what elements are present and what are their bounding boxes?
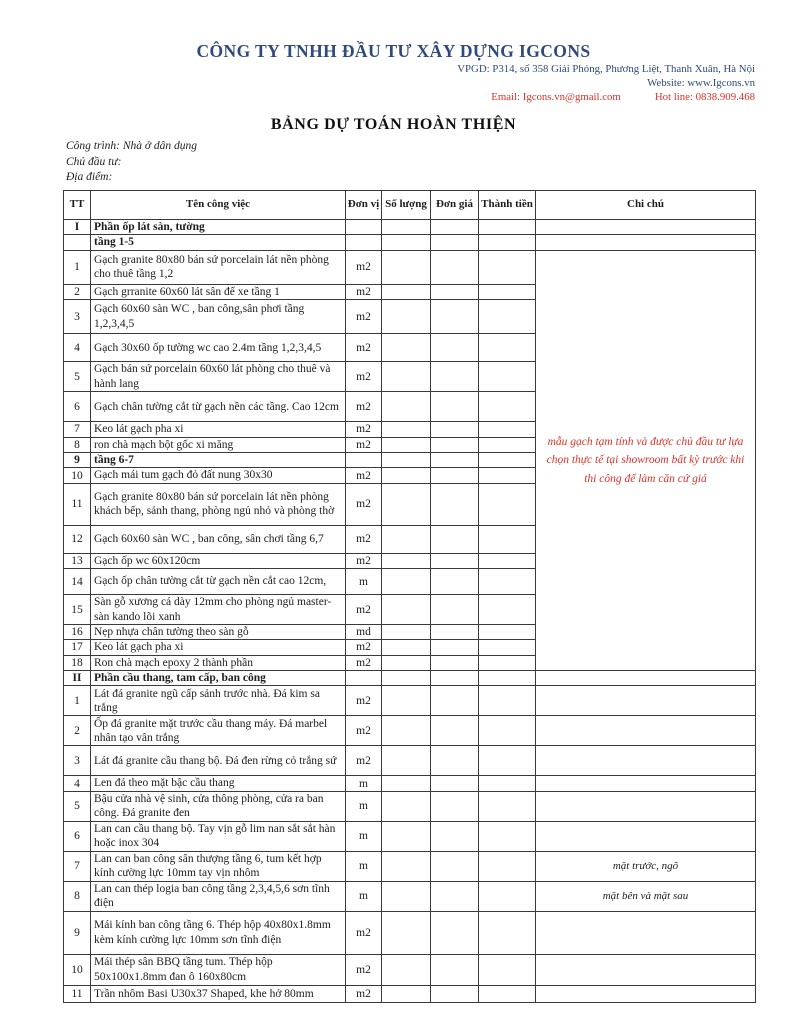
- table-row: [64, 791, 756, 821]
- row-index-cell: 10: [64, 954, 91, 985]
- quantity-cell: [382, 334, 431, 362]
- quantity-cell: [382, 985, 431, 1002]
- unit-price-cell: [431, 624, 479, 639]
- col-header-tt: TT: [64, 190, 91, 219]
- amount-cell: [479, 686, 536, 716]
- unit-price-cell: [431, 851, 479, 881]
- table-row: [64, 234, 756, 250]
- quantity-cell: [382, 851, 431, 881]
- table-row: [64, 686, 756, 716]
- unit-cell: m: [346, 821, 382, 851]
- unit-price-cell: [431, 219, 479, 234]
- row-index-cell: I: [64, 219, 91, 234]
- unit-price-cell: [431, 553, 479, 568]
- note-cell: [536, 671, 756, 686]
- work-item-name-cell: Phần ốp lát sàn, tường: [91, 219, 346, 234]
- row-index-cell: 11: [64, 483, 91, 525]
- unit-cell: m2: [346, 595, 382, 625]
- document-title: BẢNG DỰ TOÁN HOÀN THIỆN: [270, 116, 517, 133]
- work-item-name-cell: Len đá theo mặt bậc cầu thang: [91, 776, 346, 791]
- row-index-cell: 2: [64, 284, 91, 299]
- row-index-cell: 4: [64, 776, 91, 791]
- note-cell: [536, 234, 756, 250]
- work-item-name-cell: Lan can ban công sân thượng tầng 6, tum kết hợp kính cường lực 10mm tay vịn nhôm: [91, 851, 346, 881]
- amount-cell: [479, 746, 536, 776]
- row-index-cell: 9: [64, 453, 91, 468]
- work-item-name-cell: Nẹp nhựa chân tường theo sàn gỗ: [91, 624, 346, 639]
- quantity-cell: [382, 234, 431, 250]
- row-index-cell: 18: [64, 655, 91, 670]
- unit-price-cell: [431, 911, 479, 954]
- work-item-name-cell: Gạch mái tum gạch đỏ đất nung 30x30: [91, 468, 346, 483]
- unit-price-cell: [431, 746, 479, 776]
- unit-cell: [346, 671, 382, 686]
- work-item-name-cell: Lan can cầu thang bộ. Tay vịn gỗ lim nan sắt sắt hàn hoặc inox 304: [91, 821, 346, 851]
- amount-cell: [479, 985, 536, 1002]
- unit-price-cell: [431, 422, 479, 437]
- table-row: [64, 250, 756, 284]
- contact-line: [0, 90, 787, 105]
- note-cell: mặt trước, ngõ: [536, 851, 756, 881]
- quantity-cell: [382, 640, 431, 655]
- unit-cell: m2: [346, 525, 382, 553]
- amount-cell: [479, 362, 536, 392]
- quantity-cell: [382, 686, 431, 716]
- table-row: [64, 219, 756, 234]
- row-index-cell: 12: [64, 525, 91, 553]
- work-item-name-cell: Lan can thép logia ban công tầng 2,3,4,5,6 sơn tĩnh điện: [91, 881, 346, 911]
- note-cell: [536, 954, 756, 985]
- row-index-cell: 11: [64, 985, 91, 1002]
- unit-price-cell: [431, 453, 479, 468]
- work-item-name-cell: Mái kính ban công tầng 6. Thép hộp 40x80x1.8mm kèm kính cường lực 10mm sơn tĩnh điện: [91, 911, 346, 954]
- work-item-name-cell: Mái thép sân BBQ tầng tum. Thép hộp 50x100x1.8mm đan ô 160x80cm: [91, 954, 346, 985]
- row-index-cell: 6: [64, 392, 91, 422]
- work-item-name-cell: Trần nhôm Basi U30x37 Shaped, khe hở 80mm: [91, 985, 346, 1002]
- table-row: [64, 746, 756, 776]
- unit-cell: m2: [346, 334, 382, 362]
- row-index-cell: 2: [64, 716, 91, 746]
- quantity-cell: [382, 362, 431, 392]
- work-item-name-cell: Ron chà mạch epoxy 2 thành phần: [91, 655, 346, 670]
- unit-cell: m2: [346, 300, 382, 334]
- unit-cell: m: [346, 881, 382, 911]
- quantity-cell: [382, 624, 431, 639]
- quantity-cell: [382, 437, 431, 452]
- note-cell: [536, 911, 756, 954]
- quantity-cell: [382, 671, 431, 686]
- unit-price-cell: [431, 954, 479, 985]
- unit-price-cell: [431, 468, 479, 483]
- unit-price-cell: [431, 437, 479, 452]
- work-item-name-cell: Ốp đá granite mặt trước cầu thang máy. Đá marbel nhân tạo vân trắng: [91, 716, 346, 746]
- quantity-cell: [382, 453, 431, 468]
- row-index-cell: 1: [64, 686, 91, 716]
- unit-cell: m2: [346, 954, 382, 985]
- quantity-cell: [382, 392, 431, 422]
- note-cell: [536, 219, 756, 234]
- unit-cell: m2: [346, 250, 382, 284]
- unit-cell: m2: [346, 437, 382, 452]
- unit-price-cell: [431, 284, 479, 299]
- unit-price-cell: [431, 686, 479, 716]
- unit-cell: m2: [346, 483, 382, 525]
- unit-price-cell: [431, 881, 479, 911]
- work-item-name-cell: Gạch granite 80x80 bán sứ porcelain lát nền phòng cho thuê tầng 1,2: [91, 250, 346, 284]
- table-row: [64, 671, 756, 686]
- amount-cell: [479, 483, 536, 525]
- quantity-cell: [382, 954, 431, 985]
- work-item-name-cell: Gạch granite 80x80 bán sứ porcelain lát nền phòng khách bếp, sảnh thang, phòng ngủ nhỏ và phòng thờ: [91, 483, 346, 525]
- unit-price-cell: [431, 791, 479, 821]
- table-row: [64, 821, 756, 851]
- work-item-name-cell: Gạch grranite 60x60 lát sân để xe tầng 1: [91, 284, 346, 299]
- quantity-cell: [382, 655, 431, 670]
- work-item-name-cell: Gạch ốp wc 60x120cm: [91, 553, 346, 568]
- unit-price-cell: [431, 234, 479, 250]
- row-index-cell: 17: [64, 640, 91, 655]
- unit-cell: m2: [346, 362, 382, 392]
- table-row: [64, 954, 756, 985]
- unit-cell: m: [346, 776, 382, 791]
- row-index-cell: 14: [64, 569, 91, 595]
- unit-price-cell: [431, 821, 479, 851]
- unit-price-cell: [431, 985, 479, 1002]
- unit-price-cell: [431, 250, 479, 284]
- quantity-cell: [382, 746, 431, 776]
- amount-cell: [479, 250, 536, 284]
- col-header-amount: Thành tiền: [479, 190, 536, 219]
- company-email: Email: Igcons.vn@gmail.com: [491, 91, 621, 103]
- amount-cell: [479, 392, 536, 422]
- header-row: [64, 190, 756, 219]
- quantity-cell: [382, 525, 431, 553]
- amount-cell: [479, 453, 536, 468]
- work-item-name-cell: tầng 1-5: [91, 234, 346, 250]
- quantity-cell: [382, 911, 431, 954]
- amount-cell: [479, 284, 536, 299]
- merged-note-cell: mẫu gạch tạm tính và được chủ đầu tư lựa chọn thực tế tại showroom bất kỳ trước khi thi công để làm căn cứ giá: [536, 250, 756, 670]
- amount-cell: [479, 569, 536, 595]
- amount-cell: [479, 553, 536, 568]
- table-row: [64, 985, 756, 1002]
- row-index-cell: 7: [64, 851, 91, 881]
- row-index-cell: 8: [64, 881, 91, 911]
- table-row: [64, 881, 756, 911]
- note-cell: [536, 746, 756, 776]
- amount-cell: [479, 437, 536, 452]
- unit-cell: m2: [346, 553, 382, 568]
- table-row: [64, 911, 756, 954]
- quantity-cell: [382, 483, 431, 525]
- unit-cell: m2: [346, 985, 382, 1002]
- work-item-name-cell: Bậu cửa nhà vệ sinh, cửa thông phòng, cửa ra ban công. Đá granite đen: [91, 791, 346, 821]
- col-header-work-name: Tên công việc: [91, 190, 346, 219]
- unit-cell: m: [346, 851, 382, 881]
- document-meta: [66, 139, 787, 186]
- amount-cell: [479, 640, 536, 655]
- amount-cell: [479, 954, 536, 985]
- quantity-cell: [382, 250, 431, 284]
- work-item-name-cell: Gạch ốp chân tường cắt từ gạch nền cắt cao 12cm,: [91, 569, 346, 595]
- note-cell: [536, 791, 756, 821]
- unit-cell: m2: [346, 422, 382, 437]
- unit-price-cell: [431, 525, 479, 553]
- unit-cell: m2: [346, 284, 382, 299]
- amount-cell: [479, 851, 536, 881]
- work-item-name-cell: Gạch 30x60 ốp tường wc cao 2.4m tầng 1,2,3,4,5: [91, 334, 346, 362]
- amount-cell: [479, 624, 536, 639]
- work-item-name-cell: ron chà mạch bột gốc xi măng: [91, 437, 346, 452]
- unit-price-cell: [431, 655, 479, 670]
- row-index-cell: 5: [64, 362, 91, 392]
- unit-cell: m2: [346, 640, 382, 655]
- unit-cell: m: [346, 569, 382, 595]
- location-line: Địa điểm:: [66, 171, 113, 183]
- amount-cell: [479, 525, 536, 553]
- unit-cell: [346, 234, 382, 250]
- amount-cell: [479, 334, 536, 362]
- quantity-cell: [382, 468, 431, 483]
- col-header-quantity: Số lượng: [382, 190, 431, 219]
- row-index-cell: 3: [64, 746, 91, 776]
- estimate-table-header: [64, 190, 756, 219]
- quantity-cell: [382, 422, 431, 437]
- unit-cell: m2: [346, 655, 382, 670]
- row-index-cell: 5: [64, 791, 91, 821]
- amount-cell: [479, 881, 536, 911]
- row-index-cell: II: [64, 671, 91, 686]
- amount-cell: [479, 821, 536, 851]
- quantity-cell: [382, 284, 431, 299]
- quantity-cell: [382, 791, 431, 821]
- work-item-name-cell: Keo lát gạch pha xi: [91, 640, 346, 655]
- investor-line: Chủ đầu tư:: [66, 155, 122, 168]
- note-cell: mặt bên và mặt sau: [536, 881, 756, 911]
- row-index-cell: 13: [64, 553, 91, 568]
- unit-cell: [346, 453, 382, 468]
- company-name: CÔNG TY TNHH ĐẦU TƯ XÂY DỰNG IGCONS: [196, 41, 591, 61]
- row-index-cell: 9: [64, 911, 91, 954]
- unit-price-cell: [431, 776, 479, 791]
- unit-price-cell: [431, 362, 479, 392]
- unit-cell: m2: [346, 392, 382, 422]
- unit-price-cell: [431, 483, 479, 525]
- work-item-name-cell: Lát đá granite ngũ cấp sảnh trước nhà. Đá kim sa trắng: [91, 686, 346, 716]
- work-item-name-cell: Gạch 60x60 sàn WC , ban công, sân chơi tầng 6,7: [91, 525, 346, 553]
- unit-price-cell: [431, 334, 479, 362]
- work-item-name-cell: Gạch chân tường cắt từ gạch nền các tầng. Cao 12cm: [91, 392, 346, 422]
- quantity-cell: [382, 553, 431, 568]
- amount-cell: [479, 776, 536, 791]
- note-cell: [536, 821, 756, 851]
- quantity-cell: [382, 881, 431, 911]
- unit-cell: m2: [346, 686, 382, 716]
- amount-cell: [479, 911, 536, 954]
- amount-cell: [479, 468, 536, 483]
- work-item-name-cell: Phần cầu thang, tam cấp, ban công: [91, 671, 346, 686]
- amount-cell: [479, 671, 536, 686]
- unit-cell: md: [346, 624, 382, 639]
- quantity-cell: [382, 595, 431, 625]
- work-item-name-cell: Keo lát gạch pha xi: [91, 422, 346, 437]
- unit-price-cell: [431, 716, 479, 746]
- note-cell: [536, 985, 756, 1002]
- unit-cell: m2: [346, 716, 382, 746]
- row-index-cell: 15: [64, 595, 91, 625]
- note-cell: [536, 776, 756, 791]
- unit-cell: m2: [346, 746, 382, 776]
- amount-cell: [479, 422, 536, 437]
- col-header-note: Chi chú: [536, 190, 756, 219]
- row-index-cell: 10: [64, 468, 91, 483]
- estimate-table: [63, 190, 756, 1003]
- note-cell: [536, 716, 756, 746]
- quantity-cell: [382, 776, 431, 791]
- table-row: [64, 716, 756, 746]
- unit-price-cell: [431, 640, 479, 655]
- unit-cell: m2: [346, 911, 382, 954]
- work-item-name-cell: Gạch 60x60 sàn WC , ban công,sân phơi tầng 1,2,3,4,5: [91, 300, 346, 334]
- unit-cell: m: [346, 791, 382, 821]
- amount-cell: [479, 791, 536, 821]
- amount-cell: [479, 595, 536, 625]
- row-index-cell: 1: [64, 250, 91, 284]
- note-cell: [536, 686, 756, 716]
- company-address: VPGD: P314, số 358 Giải Phóng, Phương Liệt, Thanh Xuân, Hà Nội: [457, 63, 755, 75]
- unit-cell: [346, 219, 382, 234]
- unit-price-cell: [431, 300, 479, 334]
- company-website: Website: www.Igcons.vn: [647, 77, 755, 89]
- row-index-cell: [64, 234, 91, 250]
- company-hotline: Hot line: 0838.909.468: [654, 91, 755, 103]
- estimate-table-body: [64, 219, 756, 1002]
- unit-price-cell: [431, 595, 479, 625]
- work-item-name-cell: tầng 6-7: [91, 453, 346, 468]
- work-item-name-cell: Gạch bán sứ porcelain 60x60 lát phòng cho thuê và hành lang: [91, 362, 346, 392]
- table-row: [64, 851, 756, 881]
- work-item-name-cell: Lát đá granite cầu thang bộ. Đá đen rừng cỏ trắng sứ: [91, 746, 346, 776]
- table-row: [64, 776, 756, 791]
- col-header-unit: Đơn vị: [346, 190, 382, 219]
- amount-cell: [479, 655, 536, 670]
- work-item-name-cell: Sàn gỗ xương cá dày 12mm cho phòng ngủ master- sàn kando lõi xanh: [91, 595, 346, 625]
- amount-cell: [479, 234, 536, 250]
- row-index-cell: 4: [64, 334, 91, 362]
- amount-cell: [479, 716, 536, 746]
- unit-price-cell: [431, 569, 479, 595]
- unit-cell: m2: [346, 468, 382, 483]
- amount-cell: [479, 219, 536, 234]
- quantity-cell: [382, 300, 431, 334]
- row-index-cell: 8: [64, 437, 91, 452]
- unit-price-cell: [431, 392, 479, 422]
- project-line: Công trình: Nhà ở dân dụng: [66, 140, 198, 152]
- quantity-cell: [382, 219, 431, 234]
- quantity-cell: [382, 821, 431, 851]
- row-index-cell: 16: [64, 624, 91, 639]
- unit-price-cell: [431, 671, 479, 686]
- row-index-cell: 3: [64, 300, 91, 334]
- row-index-cell: 7: [64, 422, 91, 437]
- amount-cell: [479, 300, 536, 334]
- quantity-cell: [382, 569, 431, 595]
- row-index-cell: 6: [64, 821, 91, 851]
- quantity-cell: [382, 716, 431, 746]
- col-header-unit-price: Đơn giá: [431, 190, 479, 219]
